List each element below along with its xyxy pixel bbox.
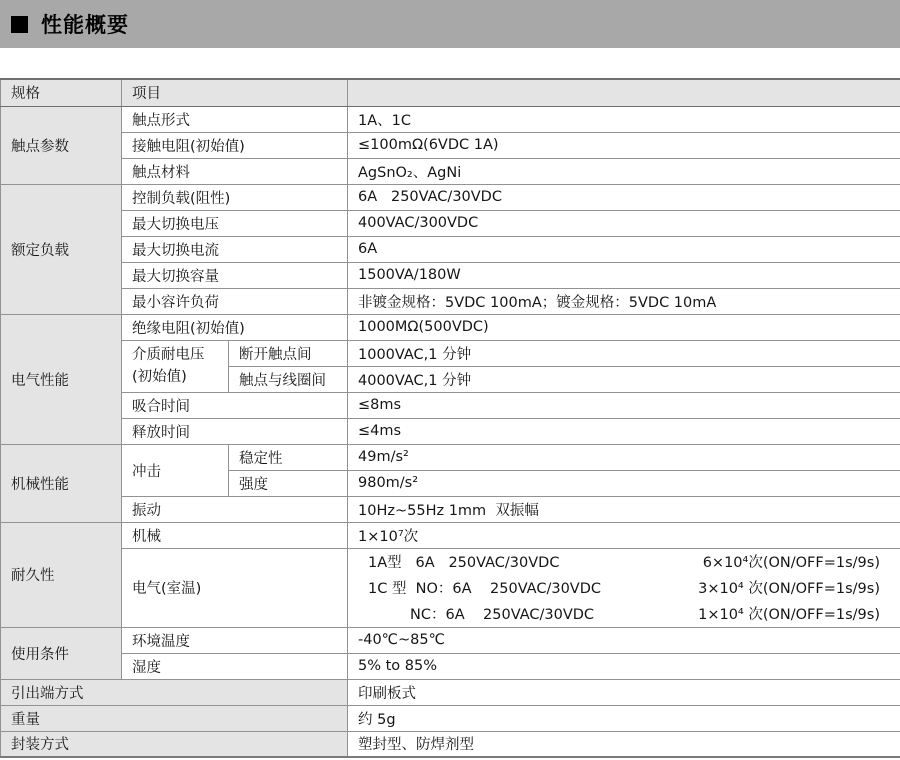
electrical-life-load-1c-nc: NC：6A 250VAC/30VDC — [410, 607, 595, 623]
value-packing-type: 塑封型、防焊剂型 — [348, 731, 900, 757]
item-min-permissible-load: 最小容许负荷 — [122, 288, 348, 314]
section-title-bar — [0, 0, 900, 48]
table-row — [1, 705, 900, 731]
value-terminal-type: 印刷板式 — [348, 679, 900, 705]
value-between-open-contacts: 1000VAC,1 分钟 — [348, 340, 900, 366]
electrical-life-load-1a: 1A型 6A 250VAC/30VDC — [368, 555, 560, 571]
table-row — [1, 236, 900, 262]
group-label-mechanical: 机械性能 — [1, 444, 122, 522]
value-shock-destructive: 980m/s² — [348, 470, 900, 496]
item-operate-time: 吸合时间 — [122, 392, 348, 418]
header-spec: 规格 — [1, 79, 122, 106]
table-row — [1, 444, 900, 470]
item-control-load: 控制负载(阻性) — [122, 184, 348, 210]
table-row — [1, 653, 900, 679]
performance-spec-table — [0, 78, 900, 758]
value-max-switching-capacity: 1500VA/180W — [348, 262, 900, 288]
subitem-between-open-contacts: 断开触点间 — [229, 340, 348, 366]
item-electrical-life: 电气(室温) — [122, 548, 348, 627]
header-item: 项目 — [122, 79, 348, 106]
value-contact-form: 1A、1C — [348, 106, 900, 132]
subitem-contacts-to-coil: 触点与线圈间 — [229, 366, 348, 392]
group-label-endurance: 耐久性 — [1, 522, 122, 627]
table-row — [1, 679, 900, 705]
electrical-life-line-1c-no — [358, 575, 890, 601]
table-row — [1, 392, 900, 418]
value-ambient-temperature: -40℃~85℃ — [348, 627, 900, 653]
item-contact-material: 触点材料 — [122, 158, 348, 184]
table-row — [1, 262, 900, 288]
label-terminal-type: 引出端方式 — [1, 679, 348, 705]
value-control-load: 6A 250VAC/30VDC — [348, 184, 900, 210]
table-row — [1, 340, 900, 366]
table-row — [1, 548, 900, 627]
item-vibration: 振动 — [122, 496, 348, 522]
value-insulation-resistance: 1000MΩ(500VDC) — [348, 314, 900, 340]
value-contact-resistance: ≤100mΩ(6VDC 1A) — [348, 132, 900, 158]
electrical-life-line-1c-nc — [358, 601, 890, 627]
value-max-switching-current: 6A — [348, 236, 900, 262]
table-row — [1, 496, 900, 522]
item-mechanical-life: 机械 — [122, 522, 348, 548]
page-title: 性能概要 — [41, 13, 129, 37]
value-humidity: 5% to 85% — [348, 653, 900, 679]
item-humidity: 湿度 — [122, 653, 348, 679]
value-shock-functional: 49m/s² — [348, 444, 900, 470]
item-shock: 冲击 — [122, 444, 229, 496]
item-contact-form: 触点形式 — [122, 106, 348, 132]
value-contact-material: AgSnO₂、AgNi — [348, 158, 900, 184]
value-operate-time: ≤8ms — [348, 392, 900, 418]
group-label-electrical: 电气性能 — [1, 314, 122, 444]
table-header-row — [1, 79, 900, 106]
table-row — [1, 288, 900, 314]
value-release-time: ≤4ms — [348, 418, 900, 444]
table-row — [1, 627, 900, 653]
electrical-life-load-1c-no: 1C 型 NO：6A 250VAC/30VDC — [368, 581, 602, 597]
electrical-life-line-1a — [358, 549, 890, 575]
black-square-icon — [11, 16, 28, 33]
item-max-switching-voltage: 最大切换电压 — [122, 210, 348, 236]
group-label-conditions: 使用条件 — [1, 627, 122, 679]
item-ambient-temperature: 环境温度 — [122, 627, 348, 653]
table-row — [1, 418, 900, 444]
item-insulation-resistance: 绝缘电阻(初始值) — [122, 314, 348, 340]
value-vibration: 10Hz~55Hz 1mm 双振幅 — [348, 496, 900, 522]
value-min-permissible-load: 非镀金规格：5VDC 100mA；镀金规格：5VDC 10mA — [348, 288, 900, 314]
item-max-switching-current: 最大切换电流 — [122, 236, 348, 262]
item-release-time: 释放时间 — [122, 418, 348, 444]
table-row — [1, 132, 900, 158]
item-dielectric-strength — [122, 340, 229, 392]
electrical-life-cycles-1c-no: 3×10⁴ 次(ON/OFF=1s/9s) — [698, 581, 880, 597]
label-packing-type: 封装方式 — [1, 731, 348, 757]
header-value — [348, 79, 900, 106]
dielectric-label-line2: (初始值) — [132, 369, 187, 385]
subitem-shock-destructive: 强度 — [229, 470, 348, 496]
item-contact-resistance: 接触电阻(初始值) — [122, 132, 348, 158]
table-row — [1, 106, 900, 132]
table-row — [1, 731, 900, 757]
subitem-shock-functional: 稳定性 — [229, 444, 348, 470]
label-weight: 重量 — [1, 705, 348, 731]
value-max-switching-voltage: 400VAC/300VDC — [348, 210, 900, 236]
table-row — [1, 184, 900, 210]
value-electrical-life — [348, 548, 900, 627]
table-row — [1, 158, 900, 184]
table-row — [1, 522, 900, 548]
value-contacts-to-coil: 4000VAC,1 分钟 — [348, 366, 900, 392]
group-label-contact-params: 触点参数 — [1, 106, 122, 184]
table-row — [1, 314, 900, 340]
dielectric-label-line1: 介质耐电压 — [132, 347, 205, 363]
electrical-life-cycles-1c-nc: 1×10⁴ 次(ON/OFF=1s/9s) — [698, 607, 880, 623]
group-label-rated-load: 额定负载 — [1, 184, 122, 314]
electrical-life-cycles-1a: 6×10⁴次(ON/OFF=1s/9s) — [702, 555, 880, 571]
table-row — [1, 210, 900, 236]
value-weight: 约 5g — [348, 705, 900, 731]
value-mechanical-life: 1×10⁷次 — [348, 522, 900, 548]
item-max-switching-capacity: 最大切换容量 — [122, 262, 348, 288]
